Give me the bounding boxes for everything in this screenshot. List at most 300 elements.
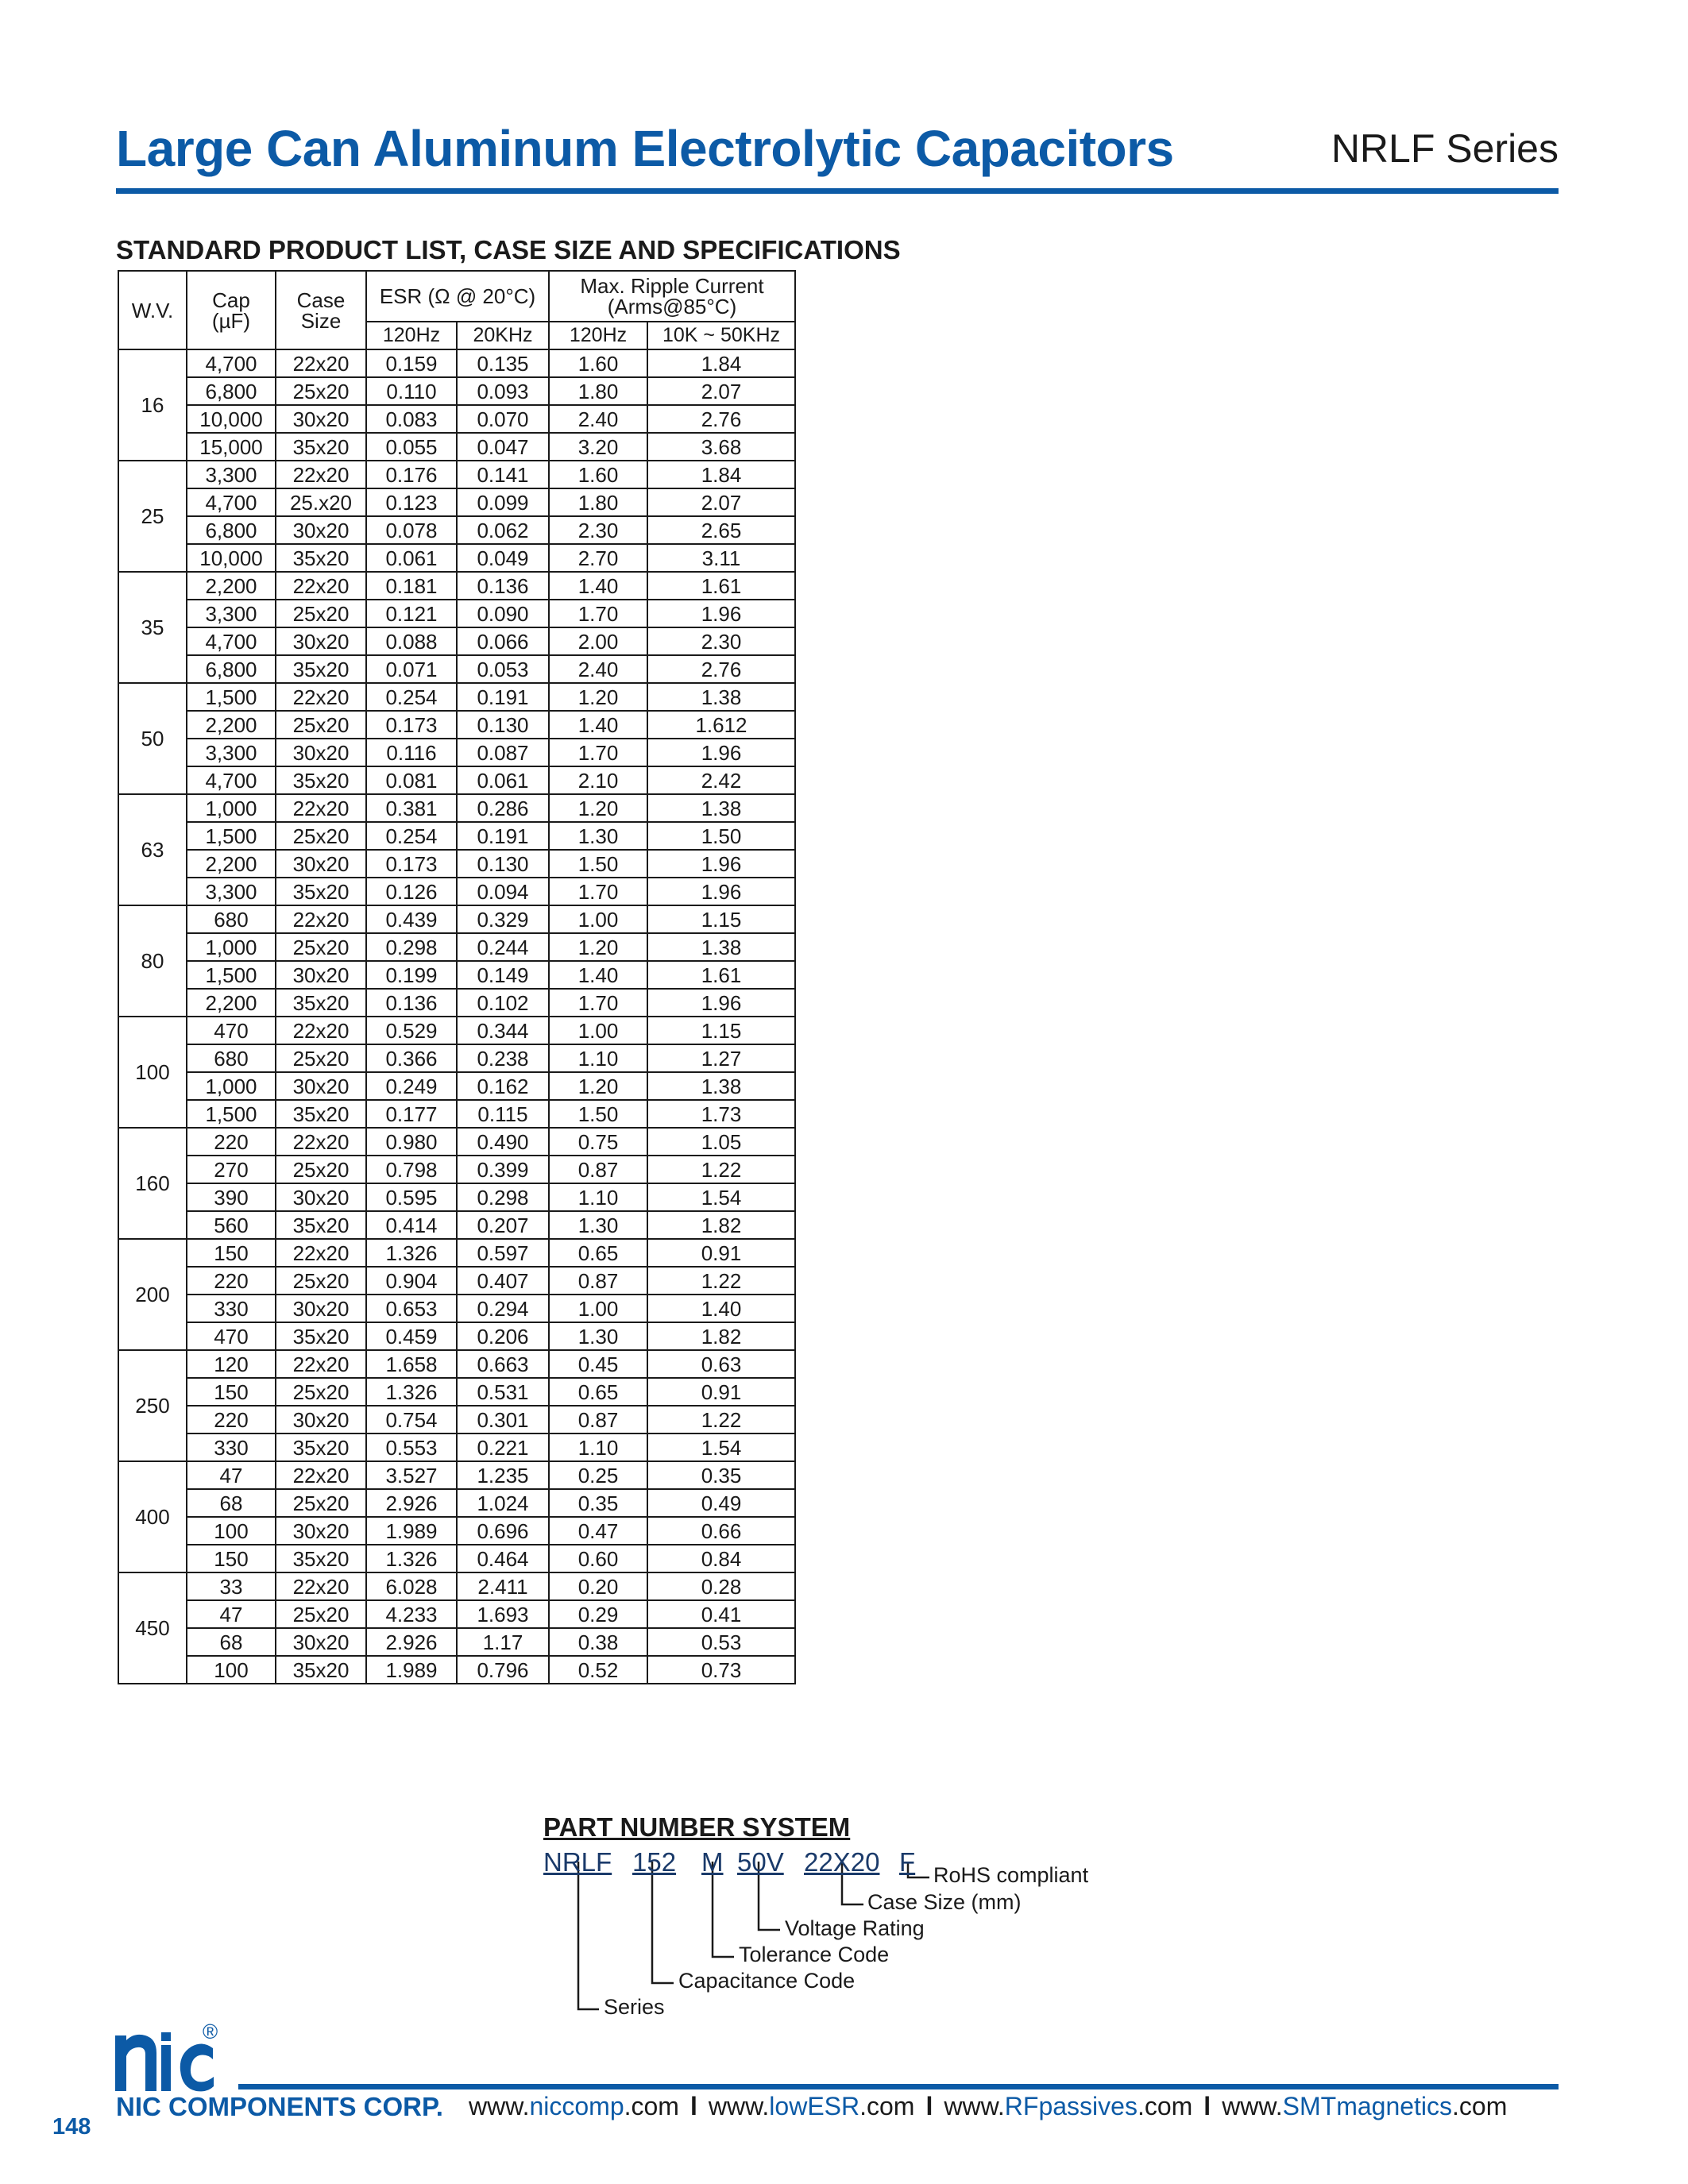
cell-esr-20khz: 0.130 <box>457 711 549 739</box>
cell-ripple-120hz: 0.75 <box>549 1128 647 1156</box>
cell-case-size: 30x20 <box>276 405 366 433</box>
cell-cap: 6,800 <box>187 516 276 544</box>
cell-ripple-120hz: 2.30 <box>549 516 647 544</box>
cell-case-size: 25x20 <box>276 600 366 627</box>
cell-esr-20khz: 0.490 <box>457 1128 549 1156</box>
cell-cap: 100 <box>187 1517 276 1545</box>
cell-ripple-hf: 0.84 <box>647 1545 795 1572</box>
cell-ripple-120hz: 2.70 <box>549 544 647 572</box>
table-row <box>118 488 795 516</box>
table-row <box>118 1239 795 1267</box>
cell-cap: 560 <box>187 1211 276 1239</box>
cell-case-size: 25.x20 <box>276 488 366 516</box>
cell-ripple-120hz: 1.80 <box>549 377 647 405</box>
table-row <box>118 822 795 850</box>
footer-divider <box>238 2084 1559 2089</box>
cell-esr-120hz: 0.088 <box>366 627 457 655</box>
cell-esr-120hz: 0.249 <box>366 1072 457 1100</box>
cell-esr-120hz: 0.136 <box>366 989 457 1017</box>
cell-esr-120hz: 0.595 <box>366 1183 457 1211</box>
cell-esr-20khz: 0.663 <box>457 1350 549 1378</box>
header-cap-line2: (µF) <box>211 308 251 333</box>
table-row <box>118 1350 795 1378</box>
cell-ripple-hf: 3.11 <box>647 544 795 572</box>
table-row <box>118 1656 795 1684</box>
cell-esr-120hz: 0.754 <box>366 1406 457 1433</box>
table-row <box>118 1017 795 1044</box>
cell-cap: 680 <box>187 1044 276 1072</box>
cell-cap: 6,800 <box>187 377 276 405</box>
table-row <box>118 1378 795 1406</box>
cell-case-size: 22x20 <box>276 1572 366 1600</box>
table-row <box>118 1295 795 1322</box>
cell-wv: 200 <box>118 1239 187 1350</box>
cell-ripple-hf: 1.54 <box>647 1433 795 1461</box>
cell-esr-20khz: 0.238 <box>457 1044 549 1072</box>
cell-ripple-120hz: 1.00 <box>549 905 647 933</box>
cell-esr-20khz: 0.696 <box>457 1517 549 1545</box>
cell-esr-120hz: 0.116 <box>366 739 457 766</box>
cell-case-size: 22x20 <box>276 572 366 600</box>
cell-ripple-hf: 1.84 <box>647 349 795 377</box>
part-number-system <box>543 1812 1147 2051</box>
cell-esr-20khz: 0.796 <box>457 1656 549 1684</box>
cell-ripple-hf: 1.61 <box>647 961 795 989</box>
cell-esr-120hz: 0.110 <box>366 377 457 405</box>
table-row <box>118 1433 795 1461</box>
cell-ripple-120hz: 1.10 <box>549 1183 647 1211</box>
cell-esr-120hz: 0.126 <box>366 878 457 905</box>
cell-ripple-120hz: 1.50 <box>549 850 647 878</box>
cell-esr-20khz: 0.135 <box>457 349 549 377</box>
cell-esr-120hz: 0.176 <box>366 461 457 488</box>
cell-cap: 4,700 <box>187 349 276 377</box>
cell-case-size: 35x20 <box>276 1322 366 1350</box>
cell-esr-120hz: 0.199 <box>366 961 457 989</box>
cell-cap: 1,000 <box>187 794 276 822</box>
cell-wv: 450 <box>118 1572 187 1684</box>
cell-case-size: 22x20 <box>276 1128 366 1156</box>
table-row <box>118 933 795 961</box>
cell-ripple-120hz: 1.00 <box>549 1295 647 1322</box>
cell-case-size: 30x20 <box>276 1072 366 1100</box>
cell-cap: 10,000 <box>187 544 276 572</box>
cell-cap: 2,200 <box>187 989 276 1017</box>
cell-cap: 47 <box>187 1461 276 1489</box>
cell-cap: 220 <box>187 1128 276 1156</box>
cell-case-size: 22x20 <box>276 461 366 488</box>
table-row <box>118 1545 795 1572</box>
link-rfpassives[interactable]: www.RFpassives.com <box>944 2092 1193 2120</box>
product-spec-table <box>118 270 796 1684</box>
spec-table-body <box>118 349 795 1684</box>
cell-wv: 50 <box>118 683 187 794</box>
table-row <box>118 1461 795 1489</box>
cell-cap: 3,300 <box>187 461 276 488</box>
table-row <box>118 1322 795 1350</box>
table-row <box>118 627 795 655</box>
header-ripple-120hz: 120Hz <box>549 322 647 349</box>
cell-ripple-120hz: 1.70 <box>549 989 647 1017</box>
cell-case-size: 35x20 <box>276 544 366 572</box>
header-ripple-line1: Max. Ripple Current <box>580 274 764 298</box>
header-ripple-hf: 10K ~ 50KHz <box>647 322 795 349</box>
cell-ripple-hf: 1.22 <box>647 1406 795 1433</box>
label-rohs: RoHS compliant <box>933 1863 1089 1887</box>
cell-ripple-120hz: 0.45 <box>549 1350 647 1378</box>
cell-ripple-hf: 3.68 <box>647 433 795 461</box>
table-row <box>118 739 795 766</box>
cell-ripple-120hz: 1.00 <box>549 1017 647 1044</box>
cell-case-size: 30x20 <box>276 627 366 655</box>
table-row <box>118 1100 795 1128</box>
cell-ripple-120hz: 3.20 <box>549 433 647 461</box>
cell-ripple-120hz: 2.40 <box>549 655 647 683</box>
cell-esr-20khz: 0.130 <box>457 850 549 878</box>
cell-esr-20khz: 0.093 <box>457 377 549 405</box>
label-voltage: Voltage Rating <box>785 1916 925 1940</box>
cell-ripple-hf: 1.15 <box>647 1017 795 1044</box>
cell-wv: 63 <box>118 794 187 905</box>
table-row <box>118 850 795 878</box>
cell-ripple-hf: 0.53 <box>647 1628 795 1656</box>
cell-ripple-hf: 2.76 <box>647 655 795 683</box>
code-series: NRLF <box>543 1847 612 1877</box>
cell-case-size: 30x20 <box>276 1628 366 1656</box>
table-row <box>118 1628 795 1656</box>
header-esr: ESR (Ω @ 20°C) <box>366 271 549 322</box>
cell-wv: 250 <box>118 1350 187 1461</box>
table-row <box>118 1600 795 1628</box>
page-number: 148 <box>52 2114 91 2140</box>
table-row <box>118 516 795 544</box>
cell-ripple-120hz: 0.65 <box>549 1239 647 1267</box>
cell-esr-120hz: 0.173 <box>366 850 457 878</box>
cell-cap: 1,500 <box>187 822 276 850</box>
cell-esr-120hz: 2.926 <box>366 1489 457 1517</box>
cell-case-size: 25x20 <box>276 711 366 739</box>
cell-esr-20khz: 0.070 <box>457 405 549 433</box>
table-row <box>118 544 795 572</box>
label-tolerance: Tolerance Code <box>739 1943 890 1966</box>
cell-esr-120hz: 0.414 <box>366 1211 457 1239</box>
cell-cap: 47 <box>187 1600 276 1628</box>
cell-ripple-120hz: 1.40 <box>549 711 647 739</box>
cell-esr-120hz: 1.989 <box>366 1656 457 1684</box>
cell-esr-120hz: 0.653 <box>366 1295 457 1322</box>
cell-esr-120hz: 0.055 <box>366 433 457 461</box>
cell-ripple-hf: 0.49 <box>647 1489 795 1517</box>
cell-ripple-120hz: 0.87 <box>549 1156 647 1183</box>
nic-logo <box>114 2021 225 2101</box>
table-row <box>118 878 795 905</box>
cell-case-size: 30x20 <box>276 1183 366 1211</box>
cell-case-size: 22x20 <box>276 1461 366 1489</box>
cell-case-size: 35x20 <box>276 433 366 461</box>
cell-ripple-hf: 1.50 <box>647 822 795 850</box>
cell-cap: 68 <box>187 1628 276 1656</box>
header-divider <box>116 188 1559 194</box>
cell-cap: 4,700 <box>187 488 276 516</box>
header-case-line1: Case <box>296 287 346 312</box>
cell-ripple-120hz: 1.40 <box>549 572 647 600</box>
cell-ripple-120hz: 1.70 <box>549 600 647 627</box>
cell-cap: 3,300 <box>187 739 276 766</box>
cell-esr-20khz: 0.344 <box>457 1017 549 1044</box>
cell-ripple-hf: 1.96 <box>647 850 795 878</box>
cell-ripple-hf: 1.27 <box>647 1044 795 1072</box>
cell-esr-120hz: 0.459 <box>366 1322 457 1350</box>
cell-esr-20khz: 1.17 <box>457 1628 549 1656</box>
cell-esr-20khz: 0.298 <box>457 1183 549 1211</box>
cell-esr-20khz: 0.244 <box>457 933 549 961</box>
cell-esr-120hz: 0.254 <box>366 822 457 850</box>
cell-ripple-hf: 2.07 <box>647 488 795 516</box>
table-row <box>118 794 795 822</box>
cell-ripple-120hz: 0.60 <box>549 1545 647 1572</box>
header-esr-20khz: 20KHz <box>457 322 549 349</box>
cell-esr-20khz: 2.411 <box>457 1572 549 1600</box>
link-smtmagnetics[interactable]: www.SMTmagnetics.com <box>1222 2092 1508 2120</box>
header-esr-120hz: 120Hz <box>366 322 457 349</box>
cell-ripple-120hz: 2.00 <box>549 627 647 655</box>
cell-esr-120hz: 1.326 <box>366 1545 457 1572</box>
cell-cap: 470 <box>187 1322 276 1350</box>
cell-esr-120hz: 0.081 <box>366 766 457 794</box>
cell-esr-20khz: 0.049 <box>457 544 549 572</box>
cell-case-size: 30x20 <box>276 1406 366 1433</box>
cell-ripple-120hz: 1.40 <box>549 961 647 989</box>
table-row <box>118 711 795 739</box>
cell-esr-120hz: 3.527 <box>366 1461 457 1489</box>
cell-ripple-hf: 0.73 <box>647 1656 795 1684</box>
table-row <box>118 433 795 461</box>
cell-esr-20khz: 0.149 <box>457 961 549 989</box>
label-capacitance: Capacitance Code <box>678 1969 856 1993</box>
company-name: NIC COMPONENTS CORP. <box>116 2092 443 2121</box>
cell-esr-120hz: 0.181 <box>366 572 457 600</box>
cell-ripple-120hz: 1.30 <box>549 1211 647 1239</box>
link-niccomp[interactable]: www.niccomp.com <box>469 2092 679 2120</box>
cell-ripple-hf: 1.61 <box>647 572 795 600</box>
cell-esr-20khz: 0.301 <box>457 1406 549 1433</box>
series-name: NRLF Series <box>1331 126 1559 171</box>
cell-esr-120hz: 0.904 <box>366 1267 457 1295</box>
cell-esr-120hz: 0.071 <box>366 655 457 683</box>
cell-esr-120hz: 0.083 <box>366 405 457 433</box>
cell-ripple-hf: 0.91 <box>647 1239 795 1267</box>
cell-ripple-hf: 0.35 <box>647 1461 795 1489</box>
cell-esr-20khz: 0.407 <box>457 1267 549 1295</box>
cell-case-size: 25x20 <box>276 1378 366 1406</box>
cell-case-size: 25x20 <box>276 377 366 405</box>
cell-case-size: 25x20 <box>276 1600 366 1628</box>
cell-case-size: 25x20 <box>276 1156 366 1183</box>
cell-cap: 2,200 <box>187 711 276 739</box>
registered-mark: ® <box>203 2021 218 2043</box>
cell-case-size: 35x20 <box>276 655 366 683</box>
label-case-size: Case Size (mm) <box>867 1890 1022 1914</box>
cell-ripple-120hz: 1.20 <box>549 794 647 822</box>
cell-esr-20khz: 1.693 <box>457 1600 549 1628</box>
cell-case-size: 25x20 <box>276 933 366 961</box>
cell-case-size: 35x20 <box>276 1656 366 1684</box>
cell-case-size: 22x20 <box>276 1239 366 1267</box>
cell-esr-20khz: 0.102 <box>457 989 549 1017</box>
cell-esr-20khz: 0.206 <box>457 1322 549 1350</box>
cell-ripple-hf: 1.38 <box>647 794 795 822</box>
cell-ripple-120hz: 0.65 <box>549 1378 647 1406</box>
cell-esr-120hz: 0.381 <box>366 794 457 822</box>
cell-ripple-hf: 1.54 <box>647 1183 795 1211</box>
header-case-line2: Size <box>300 308 342 333</box>
table-row <box>118 1128 795 1156</box>
cell-cap: 150 <box>187 1545 276 1572</box>
cell-cap: 1,500 <box>187 961 276 989</box>
cell-ripple-hf: 1.84 <box>647 461 795 488</box>
cell-cap: 680 <box>187 905 276 933</box>
cell-cap: 10,000 <box>187 405 276 433</box>
cell-ripple-120hz: 2.10 <box>549 766 647 794</box>
cell-esr-120hz: 4.233 <box>366 1600 457 1628</box>
cell-cap: 220 <box>187 1406 276 1433</box>
cell-cap: 3,300 <box>187 600 276 627</box>
table-row <box>118 766 795 794</box>
cell-case-size: 30x20 <box>276 516 366 544</box>
table-row <box>118 655 795 683</box>
cell-esr-20khz: 1.235 <box>457 1461 549 1489</box>
code-capacitance: 152 <box>632 1847 677 1877</box>
cell-esr-120hz: 0.529 <box>366 1017 457 1044</box>
cell-cap: 330 <box>187 1433 276 1461</box>
cell-esr-20khz: 0.221 <box>457 1433 549 1461</box>
cell-cap: 1,500 <box>187 1100 276 1128</box>
cell-cap: 1,000 <box>187 1072 276 1100</box>
code-rohs: F <box>899 1847 916 1877</box>
cell-cap: 15,000 <box>187 433 276 461</box>
table-row <box>118 1489 795 1517</box>
cell-esr-20khz: 0.062 <box>457 516 549 544</box>
cell-cap: 4,700 <box>187 627 276 655</box>
cell-ripple-hf: 2.76 <box>647 405 795 433</box>
cell-esr-120hz: 1.326 <box>366 1239 457 1267</box>
cell-ripple-120hz: 1.60 <box>549 349 647 377</box>
cell-case-size: 25x20 <box>276 1489 366 1517</box>
cell-ripple-hf: 1.612 <box>647 711 795 739</box>
cell-ripple-120hz: 1.10 <box>549 1433 647 1461</box>
table-row <box>118 905 795 933</box>
cell-case-size: 35x20 <box>276 1433 366 1461</box>
cell-esr-20khz: 1.024 <box>457 1489 549 1517</box>
cell-esr-120hz: 0.798 <box>366 1156 457 1183</box>
table-row <box>118 600 795 627</box>
header-case-size <box>276 271 366 349</box>
cell-cap: 390 <box>187 1183 276 1211</box>
cell-ripple-hf: 1.38 <box>647 1072 795 1100</box>
cell-ripple-hf: 1.38 <box>647 933 795 961</box>
cell-ripple-hf: 0.63 <box>647 1350 795 1378</box>
cell-case-size: 35x20 <box>276 989 366 1017</box>
code-voltage: 50V <box>737 1847 784 1877</box>
cell-ripple-120hz: 1.10 <box>549 1044 647 1072</box>
cell-cap: 150 <box>187 1239 276 1267</box>
cell-esr-120hz: 0.121 <box>366 600 457 627</box>
cell-esr-20khz: 0.162 <box>457 1072 549 1100</box>
cell-wv: 16 <box>118 349 187 461</box>
cell-ripple-hf: 1.96 <box>647 739 795 766</box>
cell-case-size: 25x20 <box>276 1044 366 1072</box>
cell-cap: 33 <box>187 1572 276 1600</box>
table-row <box>118 1072 795 1100</box>
cell-esr-120hz: 0.254 <box>366 683 457 711</box>
cell-esr-120hz: 0.177 <box>366 1100 457 1128</box>
cell-esr-120hz: 0.061 <box>366 544 457 572</box>
cell-esr-20khz: 0.286 <box>457 794 549 822</box>
header-wv: W.V. <box>118 271 187 349</box>
cell-ripple-120hz: 1.20 <box>549 683 647 711</box>
cell-ripple-hf: 1.38 <box>647 683 795 711</box>
cell-esr-20khz: 0.087 <box>457 739 549 766</box>
cell-wv: 80 <box>118 905 187 1017</box>
header-ripple <box>549 271 795 322</box>
part-number-title: PART NUMBER SYSTEM <box>543 1812 851 1842</box>
cell-ripple-120hz: 0.35 <box>549 1489 647 1517</box>
cell-ripple-120hz: 1.80 <box>549 488 647 516</box>
cell-ripple-120hz: 0.29 <box>549 1600 647 1628</box>
cell-ripple-120hz: 1.30 <box>549 822 647 850</box>
cell-ripple-hf: 2.65 <box>647 516 795 544</box>
header-cap-line1: Cap <box>212 287 250 312</box>
cell-cap: 3,300 <box>187 878 276 905</box>
cell-ripple-hf: 1.96 <box>647 989 795 1017</box>
cell-esr-20khz: 0.191 <box>457 683 549 711</box>
cell-ripple-hf: 1.82 <box>647 1211 795 1239</box>
cell-ripple-hf: 1.96 <box>647 878 795 905</box>
cell-ripple-hf: 1.22 <box>647 1267 795 1295</box>
cell-esr-120hz: 1.989 <box>366 1517 457 1545</box>
table-row <box>118 1211 795 1239</box>
table-row <box>118 1572 795 1600</box>
cell-case-size: 25x20 <box>276 822 366 850</box>
cell-esr-120hz: 0.173 <box>366 711 457 739</box>
cell-ripple-120hz: 0.52 <box>549 1656 647 1684</box>
cell-esr-120hz: 0.298 <box>366 933 457 961</box>
cell-wv: 100 <box>118 1017 187 1128</box>
cell-ripple-120hz: 0.38 <box>549 1628 647 1656</box>
link-lowesr[interactable]: www.lowESR.com <box>708 2092 915 2120</box>
line-series <box>578 1862 599 2009</box>
cell-cap: 2,200 <box>187 572 276 600</box>
cell-wv: 35 <box>118 572 187 683</box>
cell-cap: 68 <box>187 1489 276 1517</box>
cell-wv: 160 <box>118 1128 187 1239</box>
cell-esr-120hz: 1.658 <box>366 1350 457 1378</box>
cell-wv: 25 <box>118 461 187 572</box>
cell-ripple-120hz: 0.25 <box>549 1461 647 1489</box>
cell-case-size: 25x20 <box>276 1267 366 1295</box>
cell-case-size: 30x20 <box>276 1517 366 1545</box>
cell-esr-20khz: 0.531 <box>457 1378 549 1406</box>
cell-esr-120hz: 6.028 <box>366 1572 457 1600</box>
cell-esr-20khz: 0.099 <box>457 488 549 516</box>
page-title: Large Can Aluminum Electrolytic Capacitors <box>116 120 1174 177</box>
cell-esr-120hz: 1.326 <box>366 1378 457 1406</box>
cell-ripple-120hz: 1.50 <box>549 1100 647 1128</box>
cell-esr-20khz: 0.329 <box>457 905 549 933</box>
table-row <box>118 405 795 433</box>
cell-esr-120hz: 0.123 <box>366 488 457 516</box>
cell-ripple-120hz: 0.47 <box>549 1517 647 1545</box>
